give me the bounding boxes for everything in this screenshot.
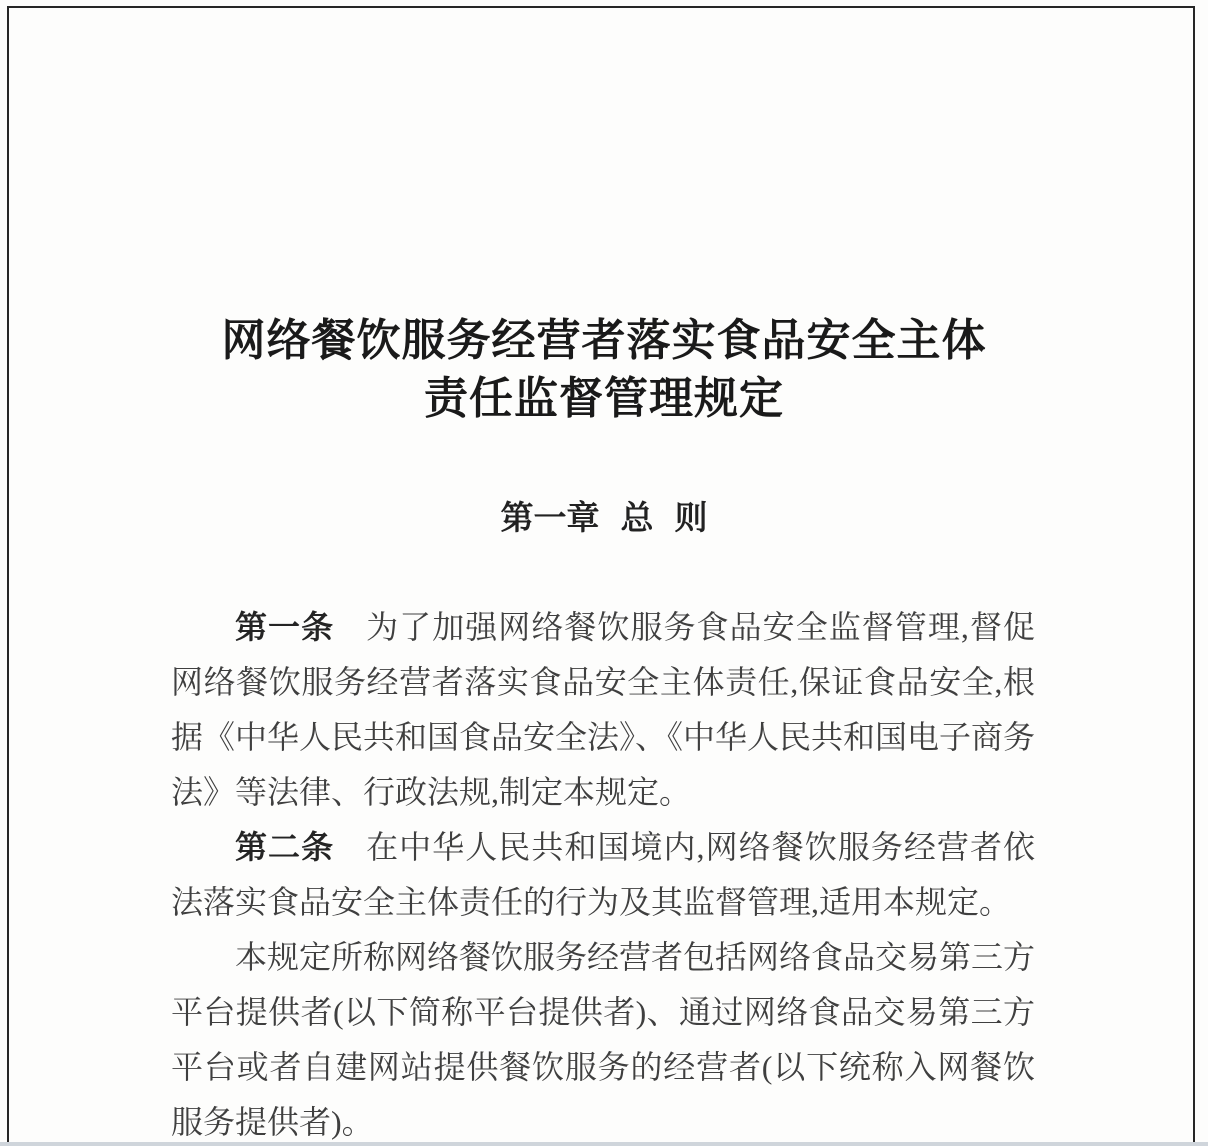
scan-bottom-edge-line [0, 1142, 1208, 1146]
article-2-continuation-text: 本规定所称网络餐饮服务经营者包括网络食品交易第三方平台提供者(以下简称平台提供者)、通过网络食品交易第三方平台或者自建网站提供餐饮服务的经营者(以下统称入网餐饮服务提供者)。 [171, 939, 1036, 1140]
chapter-number: 第一章 [500, 501, 600, 537]
document-title-line-2: 责任监督管理规定 [424, 374, 784, 423]
document-title [0, 312, 1208, 428]
chapter-title-char-2: 则 [674, 501, 708, 537]
article-1-text: 为了加强网络餐饮服务食品安全监督管理,督促网络餐饮服务经营者落实食品安全主体责任,保证食品安全,根据《中华人民共和国食品安全法》、《中华人民共和国电子商务法》等法律、行政法规,制定本规定。 [171, 609, 1036, 810]
article-2-label: 第二条 [235, 829, 335, 865]
chapter-heading [0, 492, 1208, 547]
chapter-title-char-1: 总 [620, 501, 654, 537]
article-2-text: 在中华人民共和国境内,网络餐饮服务经营者依法落实食品安全主体责任的行为及其监督管理,适用本规定。 [171, 829, 1035, 920]
article-1-label: 第一条 [235, 609, 335, 645]
article-2-paragraph [171, 820, 1035, 930]
document-title-line-1: 网络餐饮服务经营者落实食品安全主体 [221, 316, 987, 365]
article-2-continuation-paragraph [171, 930, 1035, 1146]
article-1-paragraph [171, 600, 1035, 820]
article-body [171, 600, 1035, 1146]
